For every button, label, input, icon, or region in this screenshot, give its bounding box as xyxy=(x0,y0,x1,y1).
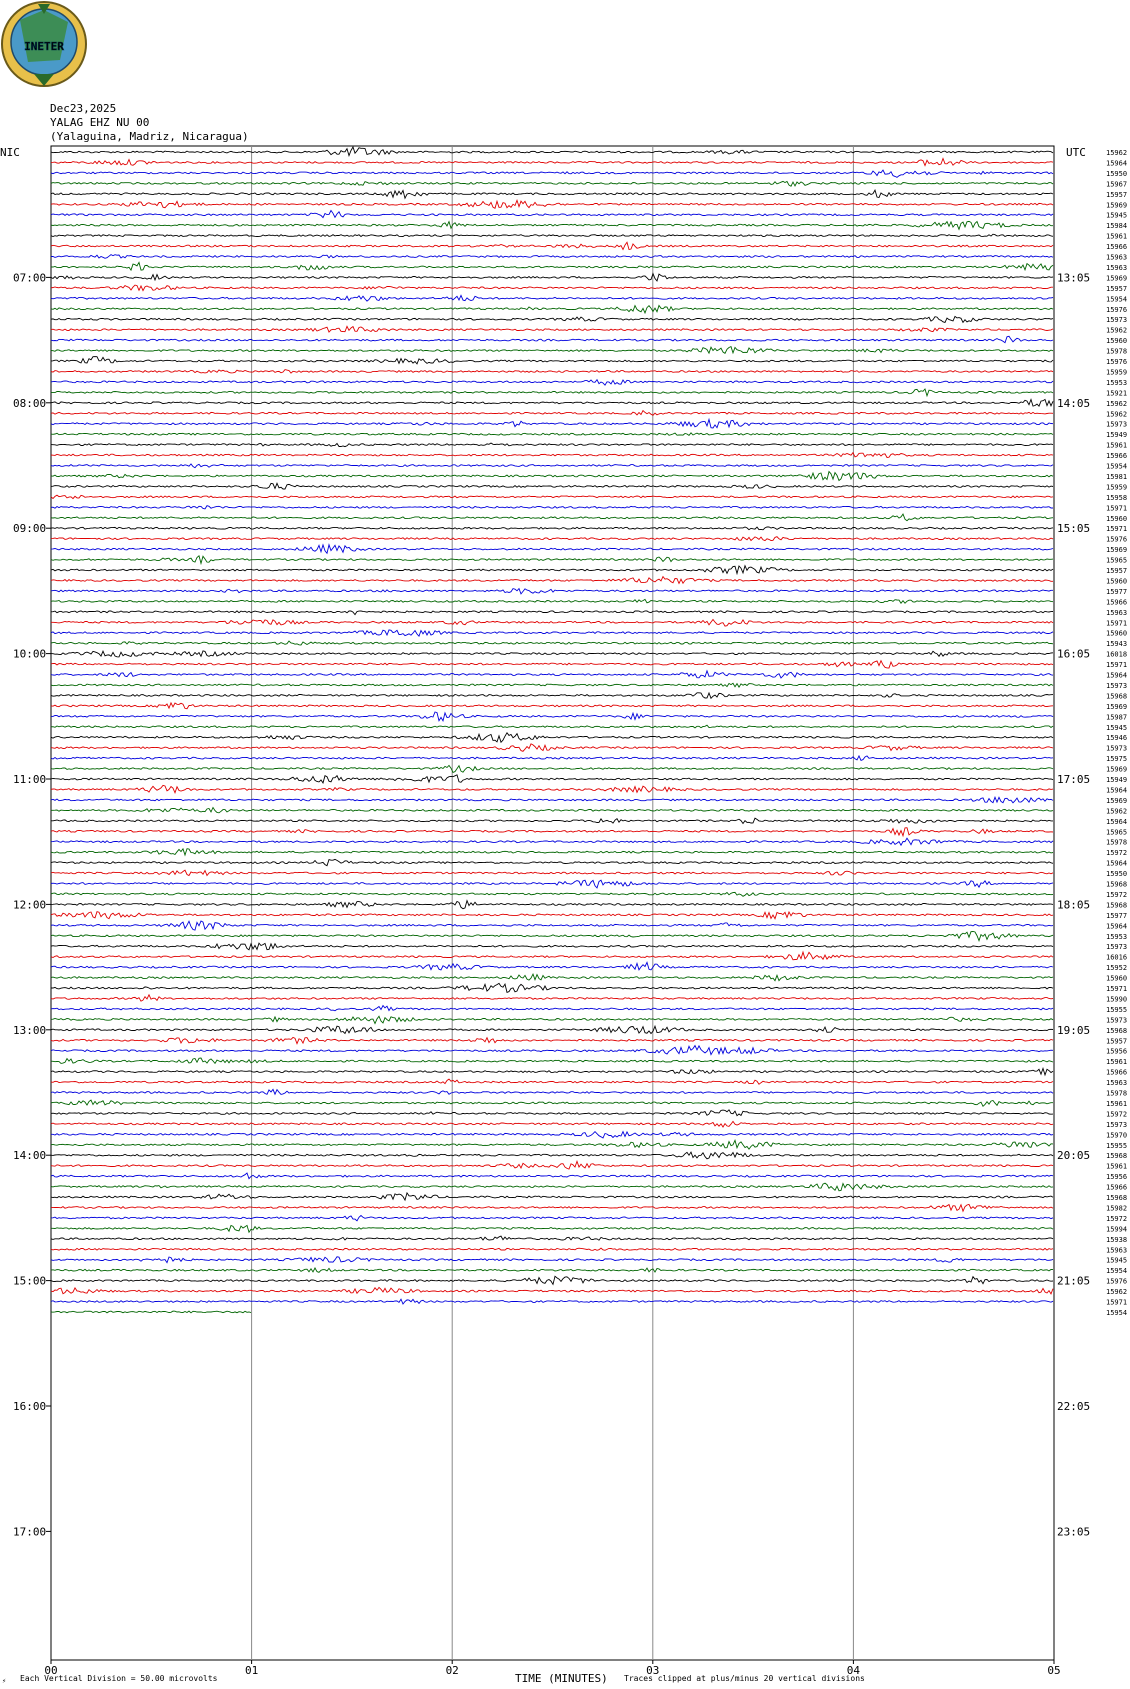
trace-value-label: 15994 xyxy=(1106,1225,1128,1234)
seismic-trace xyxy=(51,1046,1053,1055)
seismic-trace xyxy=(51,1225,1053,1232)
scale-note: Each Vertical Division = 50.00 microvolts xyxy=(20,1674,218,1683)
seismic-trace xyxy=(51,389,1053,396)
seismic-trace xyxy=(51,495,1053,498)
seismic-trace xyxy=(51,514,1053,521)
trace-value-label: 15961 xyxy=(1106,1162,1128,1171)
trace-value-label: 15945 xyxy=(1106,1256,1128,1265)
seismic-trace xyxy=(51,880,1053,888)
seismic-trace xyxy=(51,1110,1053,1116)
left-hour-label: 07:00 xyxy=(13,271,47,285)
seismic-trace xyxy=(51,797,1053,803)
seismic-trace xyxy=(51,785,1053,792)
trace-value-label: 15978 xyxy=(1106,347,1128,356)
seismic-trace xyxy=(51,255,1053,259)
trace-value-label: 15972 xyxy=(1106,890,1128,899)
right-hour-label: 17:05 xyxy=(1057,773,1091,786)
seismic-trace xyxy=(51,1257,1053,1263)
trace-value-label: 15964 xyxy=(1106,817,1128,826)
seismic-trace xyxy=(51,316,1053,322)
seismic-trace xyxy=(51,1100,1053,1106)
seismic-trace xyxy=(51,1216,1053,1221)
trace-value-label: 15959 xyxy=(1106,483,1128,492)
seismic-trace xyxy=(51,1016,1053,1023)
seismic-trace xyxy=(51,380,1053,385)
seismic-trace xyxy=(51,242,1053,249)
trace-value-label: 15973 xyxy=(1106,681,1128,690)
seismic-trace xyxy=(51,733,1053,743)
trace-value-label: 15973 xyxy=(1106,744,1128,753)
trace-value-label: 15990 xyxy=(1106,995,1128,1004)
trace-value-label: 15968 xyxy=(1106,692,1128,701)
trace-value-label: 15962 xyxy=(1106,807,1128,816)
trace-value-label: 15949 xyxy=(1106,776,1128,784)
trace-value-label: 15970 xyxy=(1106,1131,1128,1140)
seismic-trace xyxy=(51,1037,1053,1043)
trace-value-label: 15955 xyxy=(1106,1141,1128,1150)
trace-value-label: 15964 xyxy=(1106,786,1128,795)
trace-value-label: 15987 xyxy=(1106,713,1128,722)
trace-value-label: 15957 xyxy=(1106,567,1128,575)
trace-value-label: 16016 xyxy=(1106,953,1128,962)
trace-value-label: 15963 xyxy=(1106,1079,1128,1087)
date-label: Dec23,2025 xyxy=(50,102,117,115)
seismic-trace xyxy=(51,357,1053,364)
left-hour-label: 12:00 xyxy=(13,898,47,912)
seismic-trace xyxy=(51,974,1053,981)
trace-value-label: 15938 xyxy=(1106,1235,1128,1244)
seismic-trace xyxy=(51,1268,1053,1272)
seismic-trace xyxy=(51,620,1053,627)
trace-value-label: 15968 xyxy=(1106,1026,1128,1035)
seismic-trace xyxy=(51,234,1053,236)
trace-value-label: 15963 xyxy=(1106,253,1128,262)
seismic-trace xyxy=(51,838,1053,845)
seismic-trace xyxy=(51,995,1053,1001)
trace-value-label: 15962 xyxy=(1106,399,1128,408)
seismic-trace xyxy=(51,756,1053,761)
seismic-trace xyxy=(51,1140,1053,1149)
seismic-trace xyxy=(51,1173,1053,1179)
seismic-trace xyxy=(51,411,1053,416)
right-hour-label: 21:05 xyxy=(1057,1274,1091,1288)
seismic-trace xyxy=(51,1287,1053,1294)
seismic-trace xyxy=(51,1276,1053,1284)
seismic-trace xyxy=(51,599,1053,603)
right-hour-label: 23:05 xyxy=(1057,1525,1091,1539)
seismic-trace xyxy=(51,1079,1053,1084)
seismic-trace xyxy=(51,170,1053,177)
seismic-trace xyxy=(51,671,1053,678)
trace-value-label: 15946 xyxy=(1106,734,1128,743)
seismic-trace xyxy=(51,1299,1053,1304)
left-hour-label: 15:00 xyxy=(13,1274,47,1288)
trace-value-label: 15978 xyxy=(1106,1089,1128,1098)
trace-value-label: 15969 xyxy=(1106,546,1128,555)
right-hour-label: 19:05 xyxy=(1057,1023,1091,1037)
x-tick-label: 05 xyxy=(1047,1664,1061,1677)
seismic-trace xyxy=(51,347,1053,354)
trace-value-label: 15975 xyxy=(1106,755,1128,764)
seismic-trace xyxy=(51,1204,1053,1211)
minute-gridlines xyxy=(252,146,854,1660)
seismic-trace xyxy=(51,433,1053,436)
clip-note: Traces clipped at plus/minus 20 vertical divisions xyxy=(624,1674,865,1683)
seismic-trace xyxy=(51,962,1053,970)
trace-value-label: 15976 xyxy=(1106,1277,1128,1286)
trace-value-label: 15945 xyxy=(1106,211,1128,220)
trace-value-label: 15976 xyxy=(1106,358,1128,366)
seismic-trace xyxy=(51,1193,1053,1200)
trace-value-label: 15968 xyxy=(1106,1194,1128,1202)
trace-value-label: 15961 xyxy=(1106,441,1128,450)
seismic-trace xyxy=(51,952,1053,960)
left-hour-label: 14:00 xyxy=(13,1149,47,1163)
seismic-trace xyxy=(51,859,1053,865)
seismic-trace xyxy=(51,1006,1053,1011)
trace-value-label: 15964 xyxy=(1106,922,1128,931)
seismic-trace xyxy=(51,159,1053,166)
seismic-trace xyxy=(51,537,1053,541)
right-hour-label: 22:05 xyxy=(1057,1400,1091,1413)
trace-value-label: 15962 xyxy=(1106,149,1128,157)
left-hour-label: 08:00 xyxy=(13,396,47,410)
seismic-trace xyxy=(51,775,1053,783)
scale-icon: ⚡ xyxy=(2,1677,7,1685)
trace-value-label: 15964 xyxy=(1106,159,1128,168)
x-tick-label: 03 xyxy=(646,1664,660,1677)
seismic-trace xyxy=(51,1311,251,1313)
seismic-trace xyxy=(51,483,1053,489)
seismic-trace xyxy=(51,545,1053,554)
seismic-trace xyxy=(51,870,1053,875)
left-hour-label: 17:00 xyxy=(13,1525,47,1539)
seismic-trace xyxy=(51,556,1053,564)
seismic-trace xyxy=(51,306,1053,313)
trace-value-label: 15959 xyxy=(1106,368,1128,377)
trace-value-label: 15960 xyxy=(1106,514,1128,523)
trace-value-label: 15977 xyxy=(1106,587,1128,596)
trace-value-label: 15957 xyxy=(1106,284,1128,293)
trace-value-label: 15972 xyxy=(1106,1110,1128,1119)
left-hour-label: 11:00 xyxy=(13,773,47,786)
seismic-trace xyxy=(51,577,1053,584)
trace-value-label: 15973 xyxy=(1106,316,1128,325)
trace-value-label: 15969 xyxy=(1106,796,1128,805)
trace-value-label: 15960 xyxy=(1106,577,1128,586)
trace-value-label: 15954 xyxy=(1106,1267,1128,1276)
seismic-trace xyxy=(51,1248,1053,1250)
seismic-trace xyxy=(51,1058,1053,1063)
trace-value-label: 15976 xyxy=(1106,535,1128,544)
trace-value-label: 15966 xyxy=(1106,598,1128,607)
trace-value-label: 15945 xyxy=(1106,723,1128,732)
seismic-trace xyxy=(51,295,1053,301)
left-zone-label: NIC xyxy=(0,146,20,159)
right-hour-label: 18:05 xyxy=(1057,898,1091,912)
trace-value-label: 15972 xyxy=(1106,1214,1128,1223)
trace-value-label: 15956 xyxy=(1106,1047,1128,1056)
seismic-trace xyxy=(51,983,1053,992)
trace-value-label: 15966 xyxy=(1106,1183,1128,1192)
channel-label: YALAG EHZ NU 00 xyxy=(50,116,150,129)
trace-value-label: 15943 xyxy=(1106,640,1128,649)
left-hour-label: 16:00 xyxy=(13,1400,47,1413)
trace-value-label: 15949 xyxy=(1106,431,1128,440)
right-hour-label: 13:05 xyxy=(1057,271,1091,285)
trace-value-label: 15962 xyxy=(1106,326,1128,335)
seismic-trace xyxy=(51,453,1053,458)
trace-value-label: 15971 xyxy=(1106,661,1128,669)
trace-value-label: 15952 xyxy=(1106,964,1128,973)
seismic-traces xyxy=(51,147,1053,1313)
trace-value-labels xyxy=(1106,149,1127,1317)
left-hour-label: 13:00 xyxy=(13,1023,47,1037)
seismic-trace xyxy=(51,464,1053,468)
right-hour-label: 15:05 xyxy=(1057,522,1091,536)
seismic-trace xyxy=(51,683,1053,687)
trace-value-label: 15973 xyxy=(1106,943,1128,952)
left-hour-label: 09:00 xyxy=(13,522,47,536)
ineter-logo xyxy=(2,2,86,86)
trace-value-label: 15982 xyxy=(1106,1204,1128,1213)
trace-value-label: 15960 xyxy=(1106,337,1128,346)
trace-value-label: 15968 xyxy=(1106,1152,1128,1161)
seismic-trace xyxy=(51,818,1053,823)
seismic-trace xyxy=(51,285,1053,291)
seismic-trace xyxy=(51,399,1053,406)
seismic-trace xyxy=(51,370,1053,374)
trace-value-label: 15963 xyxy=(1106,1246,1128,1255)
seismic-trace xyxy=(51,326,1053,332)
seismic-trace xyxy=(51,200,1053,208)
seismic-trace xyxy=(51,1132,1053,1138)
trace-value-label: 15973 xyxy=(1106,1120,1128,1129)
seismic-trace xyxy=(51,912,1053,919)
seismic-trace xyxy=(51,262,1053,270)
trace-value-label: 15966 xyxy=(1106,1068,1128,1077)
trace-value-label: 15971 xyxy=(1106,504,1128,513)
seismic-trace xyxy=(51,1121,1053,1127)
seismic-trace xyxy=(51,336,1053,342)
seismic-trace xyxy=(51,703,1053,709)
trace-value-label: 15950 xyxy=(1106,169,1128,178)
trace-value-label: 15973 xyxy=(1106,420,1128,429)
trace-value-label: 15961 xyxy=(1106,1058,1128,1067)
seismic-trace xyxy=(51,661,1053,668)
seismic-trace xyxy=(51,943,1053,950)
seismic-trace xyxy=(51,725,1053,728)
trace-value-label: 15962 xyxy=(1106,1288,1128,1296)
trace-value-label: 15963 xyxy=(1106,263,1128,272)
trace-value-label: 15966 xyxy=(1106,243,1128,252)
seismic-trace xyxy=(51,1089,1053,1094)
seismic-trace xyxy=(51,712,1053,721)
seismic-trace xyxy=(51,921,1053,930)
seismic-trace xyxy=(51,506,1053,509)
seismic-trace xyxy=(51,1026,1053,1033)
trace-value-label: 15958 xyxy=(1106,493,1128,502)
seismic-trace xyxy=(51,765,1053,772)
trace-value-label: 15950 xyxy=(1106,870,1128,878)
trace-value-label: 15956 xyxy=(1106,1173,1128,1182)
trace-value-label: 15965 xyxy=(1106,556,1128,565)
right-hour-label: 16:05 xyxy=(1057,647,1091,661)
seismic-trace xyxy=(51,932,1053,941)
trace-value-label: 15957 xyxy=(1106,190,1128,199)
seismic-trace xyxy=(51,472,1053,481)
seismic-trace xyxy=(51,901,1053,909)
trace-value-label: 15963 xyxy=(1106,608,1128,617)
logo-text: INETER xyxy=(24,40,64,53)
right-hour-label: 14:05 xyxy=(1057,396,1091,410)
trace-value-label: 15978 xyxy=(1106,838,1128,847)
trace-value-label: 15961 xyxy=(1106,232,1128,241)
seismic-trace xyxy=(51,849,1053,855)
trace-value-label: 15962 xyxy=(1106,410,1128,419)
seismic-trace xyxy=(51,1068,1053,1075)
left-hour-label: 10:00 xyxy=(13,647,47,661)
trace-value-label: 15961 xyxy=(1106,1099,1128,1108)
seismic-trace xyxy=(51,651,1053,657)
trace-value-label: 15967 xyxy=(1106,180,1128,189)
seismic-trace xyxy=(51,566,1053,574)
trace-value-label: 15966 xyxy=(1106,452,1128,460)
seismic-trace xyxy=(51,693,1053,699)
seismic-trace xyxy=(51,221,1053,229)
trace-value-label: 15973 xyxy=(1106,1016,1128,1025)
location-label: (Yalaguina, Madriz, Nicaragua) xyxy=(50,130,249,143)
seismic-trace xyxy=(51,419,1053,428)
seismic-trace xyxy=(51,611,1053,615)
seismic-trace xyxy=(51,181,1053,186)
seismic-trace xyxy=(51,1183,1053,1191)
seismic-trace xyxy=(51,274,1053,281)
trace-value-label: 15960 xyxy=(1106,974,1128,983)
trace-value-label: 15969 xyxy=(1106,274,1128,283)
seismic-trace xyxy=(51,443,1053,447)
trace-value-label: 15972 xyxy=(1106,849,1128,858)
trace-value-label: 15954 xyxy=(1106,295,1128,304)
trace-value-label: 15960 xyxy=(1106,629,1128,638)
x-tick-label: 01 xyxy=(244,1664,259,1677)
trace-value-label: 15977 xyxy=(1106,911,1128,920)
right-zone-label: UTC xyxy=(1066,146,1086,159)
seismic-trace xyxy=(51,589,1053,594)
trace-value-label: 15954 xyxy=(1106,462,1128,471)
seismic-trace xyxy=(51,190,1053,198)
seismic-trace xyxy=(51,1152,1053,1159)
x-tick-label: 04 xyxy=(846,1664,861,1677)
trace-value-label: 15955 xyxy=(1106,1005,1128,1014)
trace-value-label: 16018 xyxy=(1106,650,1128,659)
seismic-trace xyxy=(51,808,1053,813)
seismic-trace xyxy=(51,1236,1053,1240)
seismic-trace xyxy=(51,892,1053,896)
trace-value-label: 15968 xyxy=(1106,880,1128,889)
seismic-trace xyxy=(51,527,1053,530)
trace-value-label: 15965 xyxy=(1106,828,1128,837)
seismic-trace xyxy=(51,744,1053,751)
trace-value-label: 15971 xyxy=(1106,525,1128,534)
trace-value-label: 15957 xyxy=(1106,1037,1128,1046)
trace-value-label: 15976 xyxy=(1106,305,1128,314)
seismic-trace xyxy=(51,1161,1053,1169)
trace-value-label: 15968 xyxy=(1106,901,1128,910)
trace-value-label: 15921 xyxy=(1106,389,1128,398)
x-tick-label: 00 xyxy=(44,1664,58,1677)
trace-value-label: 15969 xyxy=(1106,201,1128,210)
x-axis-title: TIME (MINUTES) xyxy=(515,1672,608,1685)
trace-value-label: 15969 xyxy=(1106,765,1128,774)
seismic-trace xyxy=(51,641,1053,645)
right-hour-label: 20:05 xyxy=(1057,1149,1091,1163)
seismic-trace xyxy=(51,828,1053,836)
trace-value-label: 15971 xyxy=(1106,1298,1128,1307)
trace-value-label: 15981 xyxy=(1106,472,1128,481)
trace-value-label: 15964 xyxy=(1106,859,1128,868)
trace-value-label: 15953 xyxy=(1106,932,1128,941)
x-tick-label: 02 xyxy=(445,1664,459,1677)
trace-value-label: 15953 xyxy=(1106,378,1128,387)
seismic-trace xyxy=(51,211,1053,218)
trace-value-label: 15984 xyxy=(1106,222,1128,231)
trace-value-label: 15954 xyxy=(1106,1308,1128,1317)
trace-value-label: 15971 xyxy=(1106,619,1128,628)
seismic-trace xyxy=(51,630,1053,636)
trace-value-label: 15964 xyxy=(1106,671,1128,680)
trace-value-label: 15969 xyxy=(1106,702,1128,711)
seismic-trace xyxy=(51,147,1053,156)
trace-value-label: 15971 xyxy=(1106,985,1128,993)
